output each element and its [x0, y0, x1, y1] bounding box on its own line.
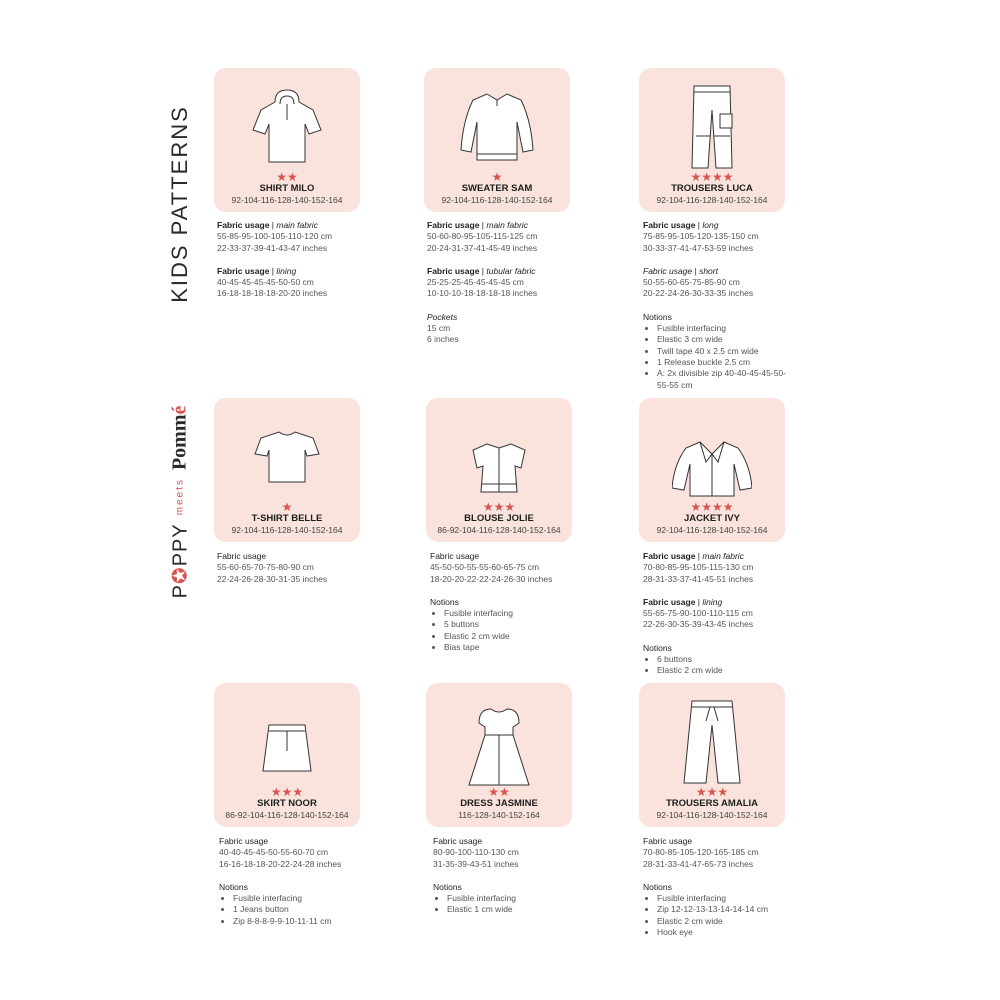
pattern-card-dress-jasmine [426, 683, 572, 827]
difficulty-stars: ★★ [276, 170, 298, 184]
blouse-icon [459, 410, 539, 505]
brand-poppy: P✪PPY [169, 523, 192, 599]
cargo-trousers-icon [672, 80, 752, 175]
hooded-shirt-icon [247, 80, 327, 175]
pattern-sizes: 92-104-116-128-140-152-164 [441, 195, 553, 205]
difficulty-stars: ★★★ [482, 500, 516, 514]
fabric-info-trousers-luca: Fabric usage | long 75-85-95-105-120-135-150 cm 30-33-37-41-47-53-59 inches Fabric usage | short 50-55-60-65-75-85-90 cm 20-22-24-26-30-33-35 inches Notions • Fusible interfacing • Elastic 3 cm wide • Twill tape 40 x 2.5 cm wide • 1 Release buckle 2.5 cm • A: 2x divisible zip 40-40-45-45-50-55-55 cm [643, 220, 793, 403]
pattern-name: SHIRT MILO [259, 183, 315, 194]
fabric-info-dress-jasmine: Fabric usage 80-90-100-110-130 cm 31-35-39-43-51 inches Notions • Fusible interfacing • Elastic 1 cm wide [433, 836, 593, 928]
fabric-info-skirt-noor: Fabric usage 40-40-45-45-50-55-60-70 cm 16-16-18-18-20-22-24-28 inches Notions • Fusible interfacing • 1 Jeans button • Zip 8-8-8-9-9-10-11-11 cm [219, 836, 379, 939]
pattern-card-tshirt-belle [214, 398, 360, 542]
pattern-name: TROUSERS LUCA [671, 183, 753, 194]
pattern-name: SWEATER SAM [461, 183, 533, 194]
dress-icon [459, 695, 539, 790]
pattern-card-skirt-noor [214, 683, 360, 827]
pattern-sizes: 86-92-104-116-128-140-152-164 [437, 525, 561, 535]
pattern-sizes: 92-104-116-128-140-152-164 [656, 525, 768, 535]
brand-pomme: Pommé [168, 405, 191, 471]
difficulty-stars: ★ [281, 500, 293, 514]
pattern-sizes: 86-92-104-116-128-140-152-164 [225, 810, 349, 820]
brand-meets: meets [174, 478, 186, 516]
pattern-card-sweater-sam [424, 68, 570, 212]
difficulty-stars: ★★ [488, 785, 510, 799]
fabric-info-tshirt-belle: Fabric usage 55-60-65-70-75-80-90 cm 22-24-26-28-30-31-35 inches [217, 551, 328, 584]
difficulty-stars: ★★★ [270, 785, 304, 799]
pattern-name: TROUSERS AMALIA [665, 798, 758, 809]
star-icon: ✪ [169, 566, 192, 585]
page-title: KIDS PATTERNS [167, 105, 192, 303]
pattern-card-trousers-luca [639, 68, 785, 212]
fabric-info-jacket-ivy: Fabric usage | main fabric 70-80-85-95-105-115-130 cm 28-31-33-37-41-45-51 inches Fabric usage | lining 55-65-75-90-100-110-115 cm 22-26-30-35-39-43-45 inches Notions • 6 buttons • Elastic 2 cm wide [643, 551, 803, 689]
pattern-name: JACKET IVY [684, 513, 740, 524]
pattern-sizes: 92-104-116-128-140-152-164 [656, 195, 768, 205]
sweater-icon [457, 80, 537, 175]
pattern-card-blouse-jolie [426, 398, 572, 542]
pattern-name: SKIRT NOOR [257, 798, 317, 809]
difficulty-stars: ★★★★ [690, 500, 734, 514]
brand-logo [158, 405, 202, 599]
fabric-info-sweater-sam: Fabric usage | main fabric 50-60-80-95-105-115-125 cm 20-24-31-37-41-45-49 inches Fabric usage | tubular fabric 25-25-25-45-45-45-45 cm 10-10-10-18-18-18-18 inches Pockets 15 cm 6 inches [427, 220, 538, 345]
difficulty-stars: ★★★ [695, 785, 729, 799]
pattern-card-shirt-milo [214, 68, 360, 212]
pattern-card-jacket-ivy [639, 398, 785, 542]
pattern-sizes: 92-104-116-128-140-152-164 [231, 525, 343, 535]
pattern-name: T-SHIRT BELLE [251, 513, 323, 524]
difficulty-stars: ★★★★ [690, 170, 734, 184]
tshirt-icon [247, 410, 327, 505]
fabric-info-trousers-amalia: Fabric usage 70-80-85-105-120-165-185 cm 28-31-33-41-47-65-73 inches Notions • Fusible interfacing • Zip 12-12-13-13-14-14-14 cm • Elastic 2 cm wide • Hook eye [643, 836, 803, 950]
fabric-info-shirt-milo: Fabric usage | main fabric 55-85-95-100-105-110-120 cm 22-33-37-39-41-43-47 inches Fabric usage | lining 40-45-45-45-45-50-50 cm 16-18-18-18-18-20-20 inches [217, 220, 333, 299]
fabric-info-blouse-jolie: Fabric usage 45-50-50-55-55-60-65-75 cm 18-20-20-22-22-24-26-30 inches Notions • Fusible interfacing • 5 buttons • Elastic 2 cm wide • Bias tape [430, 551, 590, 665]
pattern-name: DRESS JASMINE [460, 798, 538, 809]
pattern-sizes: 92-104-116-128-140-152-164 [656, 810, 768, 820]
pattern-name: BLOUSE JOLIE [464, 513, 534, 524]
difficulty-stars: ★ [491, 170, 503, 184]
jacket-icon [672, 410, 752, 505]
skirt-icon [247, 695, 327, 790]
pattern-sizes: 92-104-116-128-140-152-164 [231, 195, 343, 205]
pattern-sizes: 116-128-140-152-164 [458, 810, 540, 820]
wide-trousers-icon [672, 695, 752, 790]
pattern-card-trousers-amalia [639, 683, 785, 827]
